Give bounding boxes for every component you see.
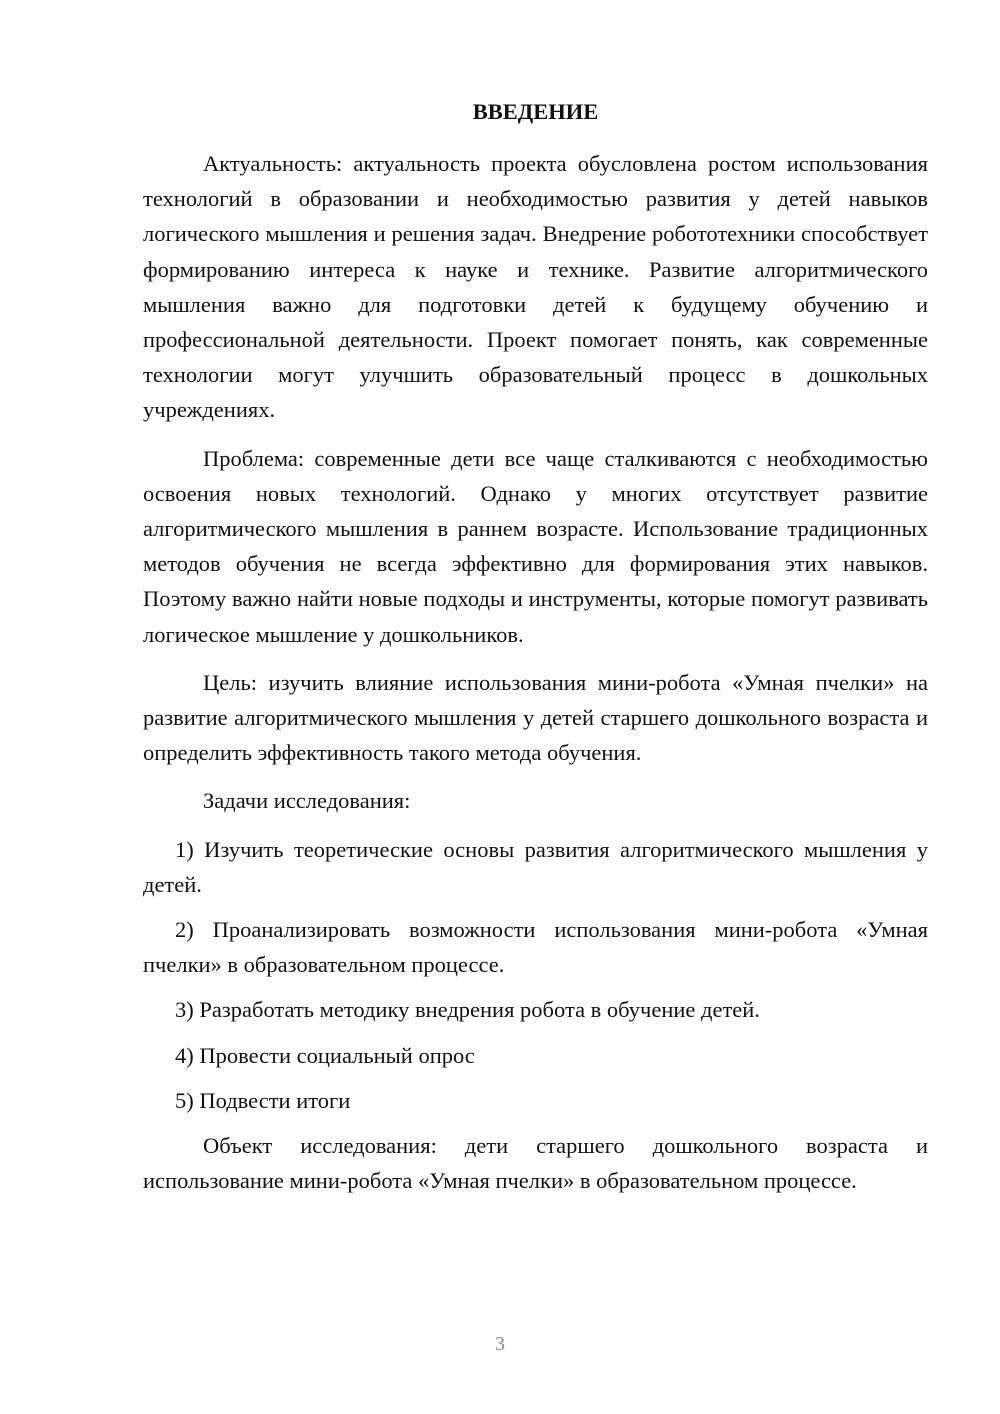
page-number: 3 xyxy=(495,1333,505,1355)
section-heading: ВВЕДЕНИЕ xyxy=(472,99,599,124)
task-item-3: 3) Разработать методику внедрения робота в обучение детей. xyxy=(175,997,760,1023)
task-item-2: 2) Проанализировать возможности использования мини-робота «Умная пчелки» в образовательном процессе. xyxy=(143,917,928,978)
goal-paragraph: Цель: изучить влияние использования мини-робота «Умная пчелки» на развитие алгоритмического мышления у детей старшего дошкольного возраста и определить эффективность такого метода обучения. xyxy=(143,669,928,766)
task-item-1: 1) Изучить теоретические основы развития алгоритмического мышления у детей. xyxy=(143,836,928,897)
task-item-4: 4) Провести социальный опрос xyxy=(175,1042,475,1068)
tasks-title: Задачи исследования: xyxy=(203,788,411,814)
problem-paragraph: Проблема: современные дети все чаще сталкиваются с необходимостью освоения новых технологий. Однако у многих отсутствует развитие алгоритмического мышления в раннем возрасте. Использование традиционных методов обучения не всегда эффективно для формирования этих навыков. Поэтому важно найти новые подходы и инструменты, которые помогут развивать логическое мышление у дошкольников. xyxy=(143,445,928,647)
page-content xyxy=(143,92,928,1211)
task-item-5: 5) Подвести итоги xyxy=(175,1087,351,1113)
relevance-paragraph: Актуальность: актуальность проекта обусловлена ростом использования технологий в образовании и необходимостью развития у детей навыков логического мышления и решения задач. Внедрение робототехники способствует формированию интереса к науке и технике. Развитие алгоритмического мышления важно для подготовки детей к будущему обучению и профессиональной деятельности. Проект помогает понять, как современные технологии могут улучшить образовательный процесс в дошкольных учреждениях. xyxy=(143,151,928,423)
tasks-list xyxy=(143,832,928,1118)
object-paragraph: Объект исследования: дети старшего дошкольного возраста и использование мини-робота «Умная пчелки» в образовательном процессе. xyxy=(143,1133,928,1194)
